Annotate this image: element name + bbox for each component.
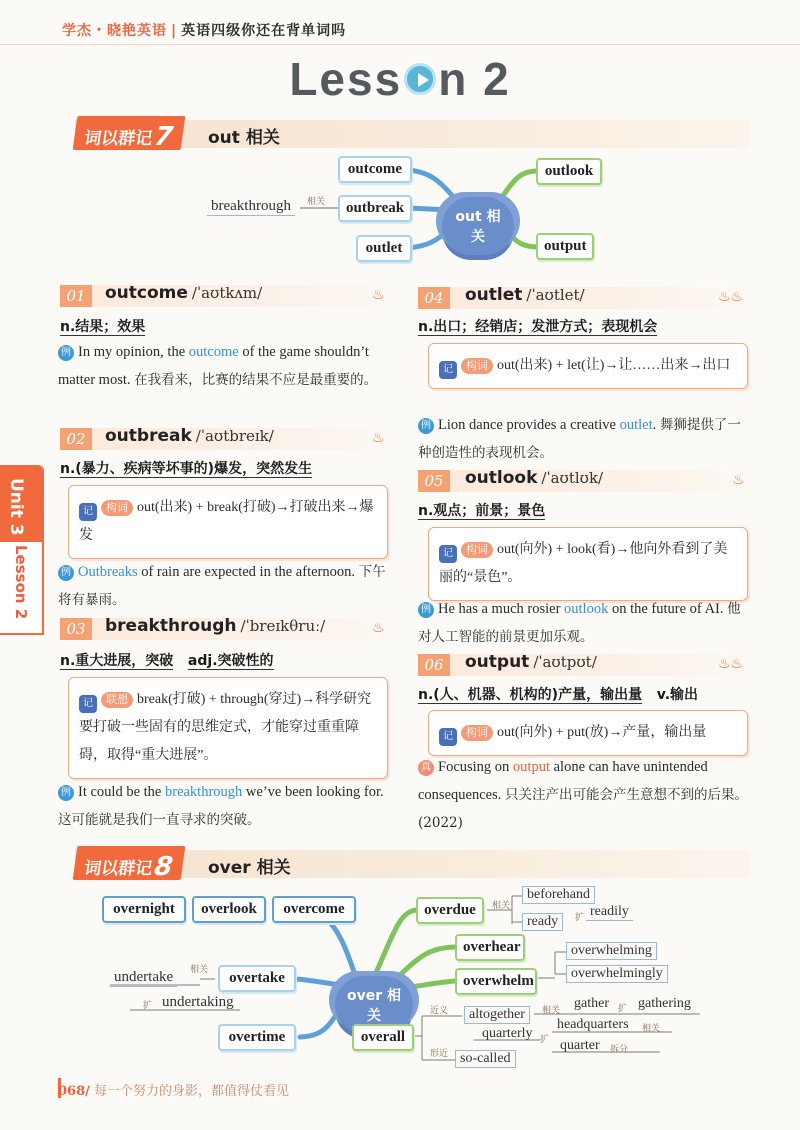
map-derive-tag: 扩 [618, 1004, 628, 1014]
map-node-overall[interactable]: overall [352, 1024, 414, 1051]
entry-03-number: 03 [60, 618, 92, 640]
entry-03-note-tag: 联想 [101, 692, 133, 708]
entry-02-example-cn: 下午将有暴雨。 [58, 564, 386, 608]
group8-title: over 相关 [208, 858, 291, 878]
entry-04-ipa: /ˈaʊtlet/ [526, 286, 585, 304]
entry-04-pos [418, 316, 657, 336]
entry-02-word: outbreak [105, 426, 192, 446]
entry-03-note-text: break(打破) + through(穿过)→科学研究要打破一些固有的思维定式，才能穿过重重障碍，取得“重大进展”。 [79, 692, 372, 763]
entry-01-pos-text: n.结果；效果 [60, 319, 146, 335]
side-tab-lesson: Lesson 2 [12, 545, 30, 620]
map-derive-tag: 扩 [575, 913, 585, 923]
entry-01-example-en1: In my opinion, the [78, 344, 189, 360]
entry-03-word: breakthrough [105, 616, 237, 636]
entry-06-example-cn: 只关注产出可能会产生意想不到的后果。(2022) [418, 787, 748, 831]
map-center-out: out 相关 [442, 197, 514, 255]
lesson-title-part1: Less [289, 53, 403, 105]
flame-icon: ♨ [372, 621, 385, 636]
map-word-breakthrough[interactable]: breakthrough [207, 198, 295, 216]
footer [58, 1080, 289, 1099]
entry-02-number: 02 [60, 428, 92, 450]
entry-03-note-box [68, 677, 388, 779]
flame-icon: ♨ [372, 431, 385, 446]
entry-03-pos-text: n.重大进展，突破 [60, 653, 174, 669]
entry-02-example [58, 558, 392, 614]
entry-03-example-hl: breakthrough [164, 784, 243, 800]
map-node-overtime[interactable]: overtime [218, 1024, 296, 1051]
entry-05-example-en1: He has a much rosier [438, 601, 565, 617]
map-word-overwhelming[interactable]: overwhelming [566, 942, 657, 960]
entry-06-number: 06 [418, 654, 450, 676]
map-form-tag: 形近 [430, 1049, 449, 1059]
note-icon: 记 [79, 695, 97, 713]
entry-03-ipa: /ˈbreɪkθruː/ [240, 617, 326, 635]
side-tab-unit: Unit 3 [6, 478, 26, 536]
map-word-quarterly[interactable]: quarterly [482, 1026, 533, 1041]
note-icon: 记 [439, 728, 457, 746]
entry-06-ipa: /ˈaʊtpʊt/ [533, 653, 597, 671]
map-word-altogether[interactable]: altogether [464, 1006, 530, 1024]
example-icon: 例 [418, 418, 434, 434]
note-icon: 记 [439, 361, 457, 379]
entry-06-note-box [428, 710, 748, 756]
entry-03-example-en1: It could be the [78, 784, 165, 800]
entry-04-example-hl: outlet [619, 417, 653, 433]
entry-05-example-hl: outlook [564, 601, 609, 617]
map-word-so-called[interactable]: so-called [455, 1050, 516, 1068]
entry-01-title [105, 283, 262, 303]
entry-01-example-hl: outcome [188, 344, 239, 360]
entry-06-pos2-text: v.输出 [656, 687, 699, 703]
entry-05-ipa: /ˈaʊtlʊk/ [541, 469, 604, 487]
map-word-readily[interactable]: readily [586, 904, 633, 921]
entry-05-note-box [428, 527, 748, 601]
example-icon: 例 [418, 602, 434, 618]
map-word-headquarters[interactable]: headquarters [557, 1017, 629, 1032]
entry-02-pos-text: n.(暴力、疾病等坏事的)爆发，突然发生 [60, 461, 313, 477]
map-word-beforehand[interactable]: beforehand [522, 886, 595, 904]
entry-01-example-en2: of the game shouldn’t matter most. [58, 344, 369, 388]
map-synonym-tag: 近义 [430, 1006, 449, 1016]
map-node-outbreak[interactable]: outbreak [338, 195, 412, 222]
entry-02-note-text: out(出来) + break(打破)→打破出来→爆发 [79, 500, 374, 543]
header-separator: | [171, 23, 178, 39]
map-word-gather[interactable]: gather [574, 996, 609, 1011]
example-icon: 例 [58, 345, 74, 361]
flame-icon: ♨ [732, 473, 745, 488]
map-split-tag: 拆分 [610, 1045, 629, 1055]
entry-01-word: outcome [105, 283, 188, 303]
map-word-quarter[interactable]: quarter [560, 1038, 600, 1053]
group7-number: 7 [152, 122, 175, 152]
entry-06-example-en2: alone can have unintended consequences. [418, 759, 708, 803]
entry-04-example-en1: Lion dance provides a creative [438, 417, 620, 433]
map-related-tag: 相关 [190, 965, 209, 975]
entry-02-example-en2: of rain are expected in the afternoon. [137, 564, 355, 580]
entry-01-example-cn: 在我看来，比赛的结果不应是最重要的。 [134, 372, 378, 388]
entry-03-example [58, 778, 392, 834]
entry-04-pos-text: n.出口；经销店；发泄方式；表现机会 [418, 319, 658, 335]
map-node-overwhelm[interactable]: overwhelm [455, 968, 537, 995]
flame-icon: ♨ [372, 288, 385, 303]
entry-04-note-tag: 构词 [461, 358, 493, 374]
entry-04-note-box [428, 343, 748, 389]
entry-02-title [105, 426, 274, 446]
map-word-overwhelmingly[interactable]: overwhelmingly [566, 965, 668, 983]
entry-02-example-hl: Outbreaks [78, 564, 138, 580]
entry-05-title [465, 468, 603, 488]
entry-06-example-hl: output [512, 759, 550, 775]
entry-04-example [418, 411, 752, 467]
entry-05-number: 05 [418, 470, 450, 492]
note-icon: 记 [439, 545, 457, 563]
page-number: 068/ [58, 1084, 90, 1099]
lesson-title-part2: n 2 [438, 53, 511, 105]
entry-03-title [105, 616, 325, 636]
map-derive-tag: 扩 [143, 1001, 153, 1011]
entry-03-pos [60, 650, 274, 670]
map-node-outcome[interactable]: outcome [338, 156, 412, 183]
entry-06-pos-text: n.(人、机器、机构的)产量，输出量 [418, 687, 643, 703]
map-node-outlook[interactable]: outlook [536, 158, 602, 185]
map-node-overlook[interactable]: overlook [192, 896, 266, 923]
map-node-outlet[interactable]: outlet [356, 235, 412, 262]
entry-06-pos [418, 684, 698, 704]
entry-05-example-cn: 他对人工智能的前景更加乐观。 [418, 601, 741, 645]
entry-05-pos-text: n.观点；前景；景色 [418, 503, 546, 519]
entry-05-word: outlook [465, 468, 538, 488]
entry-06-example-en1: Focusing on [438, 759, 513, 775]
group7-title: out 相关 [208, 128, 280, 148]
entry-02-ipa: /ˈaʊtbreɪk/ [195, 427, 274, 445]
map-related-tag: 相关 [642, 1024, 661, 1034]
group8-number: 8 [152, 852, 175, 882]
map-node-overdue[interactable]: overdue [416, 897, 484, 924]
map-word-undertake[interactable]: undertake [110, 969, 177, 987]
entry-04-number: 04 [418, 287, 450, 309]
map-node-overnight[interactable]: overnight [102, 896, 186, 923]
note-icon: 记 [79, 503, 97, 521]
entry-06-note-tag: 构词 [461, 725, 493, 741]
map-related-tag: 相关 [307, 197, 326, 207]
entry-06-example [418, 753, 752, 837]
entry-03-example-en2: we’ve been looking for. [242, 784, 384, 800]
entry-06-title [465, 652, 597, 672]
example-icon: 例 [58, 565, 74, 581]
entry-04-example-en2: . [652, 417, 657, 433]
entry-05-example-en2: on the future of AI. [608, 601, 724, 617]
footer-motto: 每一个努力的身影，都值得仗看见 [94, 1084, 290, 1099]
example-icon: 例 [58, 785, 74, 801]
map-derive-tag: 扩 [540, 1035, 550, 1045]
flame-icon: ♨♨ [718, 657, 744, 672]
entry-04-title [465, 285, 585, 305]
entry-03-pos2-text: adj.突破性的 [187, 653, 274, 669]
map-node-output[interactable]: output [536, 233, 594, 260]
map-related-tag: 相关 [492, 901, 511, 911]
map-related-tag: 相关 [542, 1006, 561, 1016]
entry-06-word: output [465, 652, 530, 672]
group8-tag [73, 846, 186, 880]
entry-01-number: 01 [60, 285, 92, 307]
map-node-overhear[interactable]: overhear [455, 934, 525, 961]
exam-icon: 真 [418, 760, 434, 776]
map-node-overtake[interactable]: overtake [218, 965, 296, 992]
map-center-over: over 相关 [335, 976, 413, 1034]
map-node-overcome[interactable]: overcome [272, 896, 356, 923]
flame-icon: ♨♨ [718, 290, 744, 305]
entry-01-example [58, 338, 392, 394]
entry-04-word: outlet [465, 285, 523, 305]
entry-06-note-text: out(向外) + put(放)→产量，输出量 [497, 725, 707, 740]
entry-04-example-cn: 舞狮提供了一种创造性的表现机会。 [418, 417, 741, 461]
entry-05-pos [418, 500, 545, 520]
brand-name: 学杰・晓艳英语 [62, 23, 167, 39]
map-word-ready[interactable]: ready [522, 913, 563, 931]
entry-01-pos [60, 316, 145, 336]
entry-02-note-tag: 构词 [101, 500, 133, 516]
entry-05-note-text: out(向外) + look(看)→他向外看到了美丽的“景色”。 [439, 542, 728, 585]
map-word-gathering[interactable]: gathering [638, 996, 691, 1011]
group8-label: 词以群记 [82, 859, 154, 879]
entry-02-note-box [68, 485, 388, 559]
entry-03-example-cn: 这可能就是我们一直寻求的突破。 [58, 812, 261, 828]
book-title: 英语四级你还在背单词吗 [181, 23, 347, 39]
entry-05-note-tag: 构词 [461, 542, 493, 558]
map-word-undertaking[interactable]: undertaking [162, 994, 234, 1010]
group7-label: 词以群记 [82, 129, 154, 149]
entry-02-pos [60, 458, 312, 478]
entry-04-note-text: out(出来) + let(让)→让……出来→出口 [497, 358, 731, 373]
entry-05-example [418, 595, 752, 651]
entry-01-ipa: /ˈaʊtkʌm/ [191, 284, 263, 302]
